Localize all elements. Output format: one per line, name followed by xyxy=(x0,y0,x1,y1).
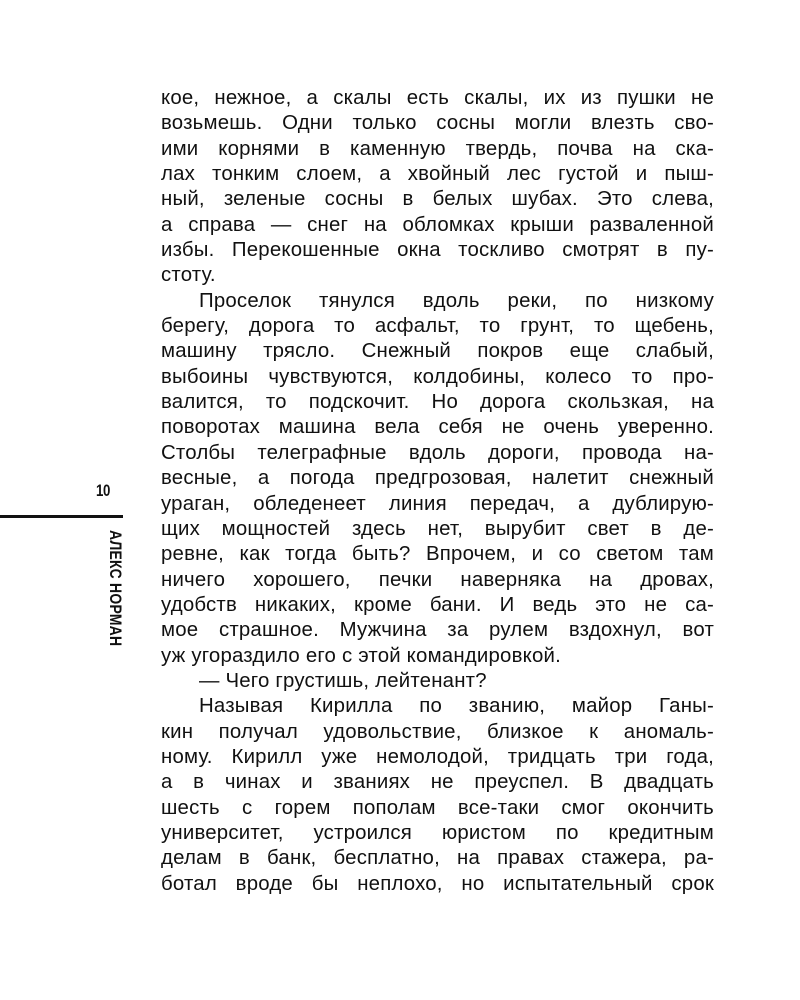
text-line: а справа — снег на обломках крыши разваленной xyxy=(161,213,714,236)
text-line: ничего хорошего, печки наверняка на дровах, xyxy=(161,568,714,591)
text-line: стоту. xyxy=(161,264,216,287)
text-line: выбоины чувствуются, колдобины, колесо то про- xyxy=(161,365,714,388)
text-line: ботал вроде бы неплохо, но испытательный срок xyxy=(161,872,714,895)
text-line: Называя Кирилла по званию, майор Ганы- xyxy=(199,695,714,718)
page-number: 10 xyxy=(96,481,110,500)
text-line: делам в банк, бесплатно, на правах стажера, ра- xyxy=(161,847,714,870)
text-line: ному. Кирилл уже немолодой, тридцать три года, xyxy=(161,745,714,768)
text-line: университет, устроился юристом по кредитным xyxy=(161,821,714,844)
text-line: избы. Перекошенные окна тоскливо смотрят в пу- xyxy=(161,239,714,262)
text-line: ный, зеленые сосны в белых шубах. Это слева, xyxy=(161,188,714,211)
text-line: уж угораздило его с этой командировкой. xyxy=(161,644,561,667)
text-line: ревне, как тогда быть? Впрочем, и со светом там xyxy=(161,543,714,566)
text-line: ими корнями в каменную твердь, почва на ска- xyxy=(161,137,714,160)
author-running-head xyxy=(108,530,128,660)
text-line: машину трясло. Снежный покров еще слабый, xyxy=(161,340,714,363)
text-line: щих мощностей здесь нет, вырубит свет в де- xyxy=(161,517,714,540)
text-line: поворотах машина вела себя не очень уверенно. xyxy=(161,416,714,439)
text-line: шесть с горем пополам все-таки смог окончить xyxy=(161,796,714,819)
text-line: кое, нежное, а скалы есть скалы, их из пушки не xyxy=(161,87,714,109)
text-line: лах тонким слоем, а хвойный лес густой и пыш- xyxy=(161,163,714,186)
text-line: возьмешь. Одни только сосны могли влезть сво- xyxy=(161,112,714,135)
text-line: удобств никаких, кроме бани. И ведь это не са- xyxy=(161,593,714,616)
body-text xyxy=(161,86,714,897)
text-line: валится, то подскочит. Но дорога скользкая, на xyxy=(161,391,714,414)
text-line: весные, а погода предгрозовая, налетит снежный xyxy=(161,467,714,490)
text-line: мое страшное. Мужчина за рулем вздохнул, вот xyxy=(161,619,714,642)
text-line: а в чинах и званиях не преуспел. В двадцать xyxy=(161,771,714,794)
text-line: ураган, обледенеет линия передач, а дублирую- xyxy=(161,492,714,515)
text-line: берегу, дорога то асфальт, то грунт, то щебень, xyxy=(161,315,714,338)
text-line: Столбы телеграфные вдоль дороги, провода на- xyxy=(161,441,714,464)
running-head-rule xyxy=(0,515,123,518)
text-line: — Чего грустишь, лейтенант? xyxy=(199,669,487,692)
text-line: Проселок тянулся вдоль реки, по низкому xyxy=(199,289,714,312)
author-name: АЛЕКС НОРМАН xyxy=(106,530,125,647)
text-line: кин получал удовольствие, близкое к аномаль- xyxy=(161,720,714,743)
